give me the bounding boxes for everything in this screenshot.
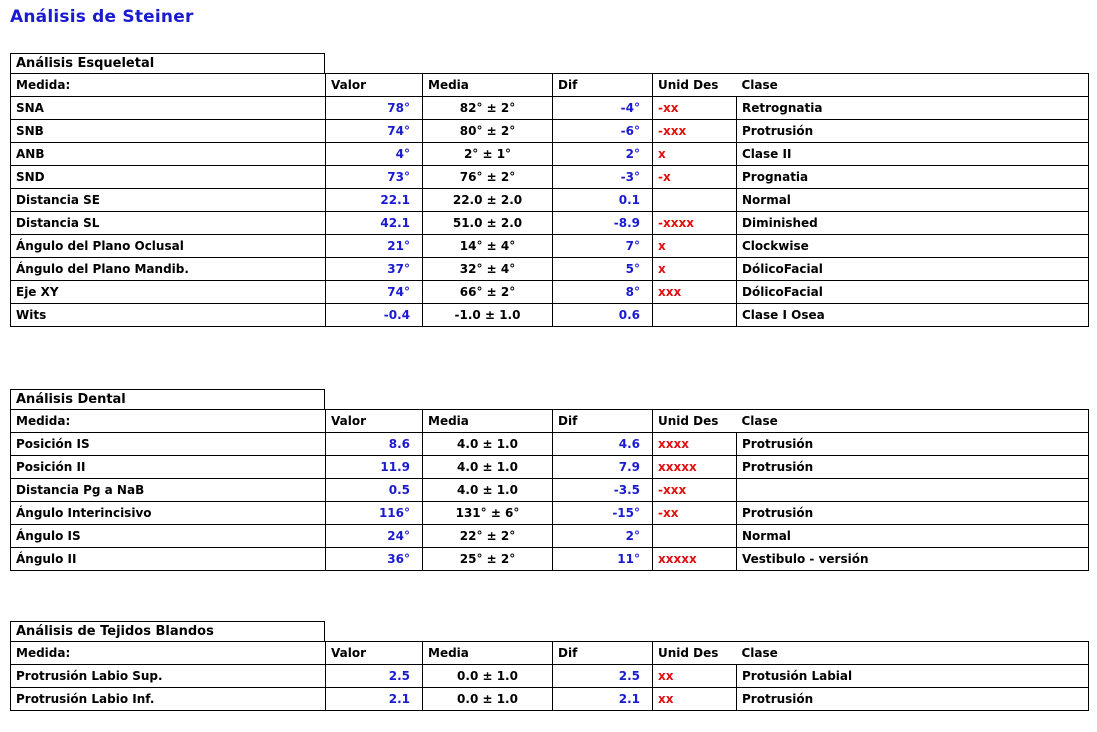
cell-media: 51.0 ± 2.0 [423, 212, 553, 235]
cell-medida: SND [11, 166, 326, 189]
cell-medida: Distancia SE [11, 189, 326, 212]
section-title: Análisis Esqueletal [10, 53, 325, 73]
measurements-table [10, 73, 1089, 327]
header-media: Media [423, 642, 553, 665]
cell-medida: Ángulo II [11, 548, 326, 571]
cell-media: 4.0 ± 1.0 [423, 433, 553, 456]
cell-medida: ANB [11, 143, 326, 166]
cell-valor: 22.1 [326, 189, 423, 212]
header-unid-des: Unid Des [653, 642, 737, 665]
cell-clase [737, 479, 1089, 502]
table-row [11, 688, 1089, 711]
cell-medida: Wits [11, 304, 326, 327]
cell-valor: 74° [326, 281, 423, 304]
cell-media: 80° ± 2° [423, 120, 553, 143]
cell-clase: Diminished [737, 212, 1089, 235]
cell-unid-des: -xx [653, 97, 737, 120]
cell-dif: 7.9 [553, 456, 653, 479]
cell-dif: 2.1 [553, 688, 653, 711]
cell-dif: -3.5 [553, 479, 653, 502]
page-title: Análisis de Steiner [10, 7, 194, 27]
header-row [11, 74, 1089, 97]
header-valor: Valor [326, 410, 423, 433]
cell-media: 4.0 ± 1.0 [423, 479, 553, 502]
cell-media: 32° ± 4° [423, 258, 553, 281]
cell-dif: 2° [553, 143, 653, 166]
cell-unid-des: xx [653, 665, 737, 688]
header-clase: Clase [737, 74, 1089, 97]
cell-media: 82° ± 2° [423, 97, 553, 120]
cell-medida: Protrusión Labio Sup. [11, 665, 326, 688]
cell-dif: -6° [553, 120, 653, 143]
header-clase: Clase [737, 642, 1089, 665]
table-row [11, 212, 1089, 235]
cell-valor: 37° [326, 258, 423, 281]
cell-medida: SNA [11, 97, 326, 120]
cell-dif: 4.6 [553, 433, 653, 456]
cell-dif: -4° [553, 97, 653, 120]
cell-medida: Ángulo IS [11, 525, 326, 548]
cell-media: 76° ± 2° [423, 166, 553, 189]
cell-unid-des: xxxx [653, 433, 737, 456]
measurements-table [10, 409, 1089, 571]
cell-valor: 78° [326, 97, 423, 120]
cell-valor: 73° [326, 166, 423, 189]
cell-clase: DólicoFacial [737, 258, 1089, 281]
cell-clase: Protrusión [737, 120, 1089, 143]
header-dif: Dif [553, 410, 653, 433]
header-clase: Clase [737, 410, 1089, 433]
cell-medida: SNB [11, 120, 326, 143]
header-row [11, 410, 1089, 433]
cell-media: -1.0 ± 1.0 [423, 304, 553, 327]
cell-clase: Vestibulo - versión [737, 548, 1089, 571]
cell-medida: Ángulo Interincisivo [11, 502, 326, 525]
cell-clase: Prognatia [737, 166, 1089, 189]
cell-media: 25° ± 2° [423, 548, 553, 571]
cell-dif: 5° [553, 258, 653, 281]
table-row [11, 235, 1089, 258]
table-row [11, 120, 1089, 143]
cell-media: 2° ± 1° [423, 143, 553, 166]
table-row [11, 548, 1089, 571]
table-row [11, 258, 1089, 281]
cell-valor: 74° [326, 120, 423, 143]
table-row [11, 456, 1089, 479]
header-dif: Dif [553, 74, 653, 97]
header-unid-des: Unid Des [653, 410, 737, 433]
cell-medida: Posición II [11, 456, 326, 479]
cell-valor: 2.1 [326, 688, 423, 711]
header-media: Media [423, 74, 553, 97]
cell-unid-des: -xxx [653, 120, 737, 143]
cell-media: 66° ± 2° [423, 281, 553, 304]
header-medida: Medida: [11, 410, 326, 433]
cell-medida: Ángulo del Plano Oclusal [11, 235, 326, 258]
table-row [11, 433, 1089, 456]
section-esqueletal [10, 53, 1089, 327]
cell-unid-des: xxxxx [653, 456, 737, 479]
cell-unid-des: x [653, 235, 737, 258]
section-title: Análisis de Tejidos Blandos [10, 621, 325, 641]
cell-clase: Normal [737, 189, 1089, 212]
cell-valor: 36° [326, 548, 423, 571]
cell-unid-des: xx [653, 688, 737, 711]
cell-valor: 24° [326, 525, 423, 548]
cell-valor: 4° [326, 143, 423, 166]
cell-clase: Protrusión [737, 688, 1089, 711]
cell-media: 22° ± 2° [423, 525, 553, 548]
cell-valor: 2.5 [326, 665, 423, 688]
cell-media: 4.0 ± 1.0 [423, 456, 553, 479]
section-title: Análisis Dental [10, 389, 325, 409]
cell-clase: Protusión Labial [737, 665, 1089, 688]
cell-clase: DólicoFacial [737, 281, 1089, 304]
cell-dif: -8.9 [553, 212, 653, 235]
cell-valor: -0.4 [326, 304, 423, 327]
cell-valor: 11.9 [326, 456, 423, 479]
cell-unid-des: -x [653, 166, 737, 189]
cell-unid-des: -xxxx [653, 212, 737, 235]
cell-dif: 8° [553, 281, 653, 304]
cell-unid-des [653, 189, 737, 212]
cell-medida: Distancia Pg a NaB [11, 479, 326, 502]
cell-media: 0.0 ± 1.0 [423, 665, 553, 688]
cell-medida: Protrusión Labio Inf. [11, 688, 326, 711]
cell-valor: 8.6 [326, 433, 423, 456]
cell-valor: 0.5 [326, 479, 423, 502]
cell-media: 131° ± 6° [423, 502, 553, 525]
cell-unid-des [653, 304, 737, 327]
header-unid-des: Unid Des [653, 74, 737, 97]
cell-unid-des: xxx [653, 281, 737, 304]
cell-clase: Clase II [737, 143, 1089, 166]
cell-medida: Ángulo del Plano Mandib. [11, 258, 326, 281]
cell-media: 22.0 ± 2.0 [423, 189, 553, 212]
header-medida: Medida: [11, 74, 326, 97]
cell-clase: Clockwise [737, 235, 1089, 258]
cell-valor: 116° [326, 502, 423, 525]
cell-valor: 42.1 [326, 212, 423, 235]
cell-dif: -15° [553, 502, 653, 525]
section-dental [10, 389, 1089, 571]
cell-unid-des: xxxxx [653, 548, 737, 571]
cell-unid-des: -xx [653, 502, 737, 525]
cell-dif: 0.1 [553, 189, 653, 212]
cell-unid-des [653, 525, 737, 548]
header-medida: Medida: [11, 642, 326, 665]
header-dif: Dif [553, 642, 653, 665]
cell-dif: 2.5 [553, 665, 653, 688]
table-row [11, 304, 1089, 327]
table-row [11, 189, 1089, 212]
cell-unid-des: x [653, 143, 737, 166]
cell-unid-des: -xxx [653, 479, 737, 502]
header-row [11, 642, 1089, 665]
cell-dif: 7° [553, 235, 653, 258]
table-row [11, 479, 1089, 502]
header-valor: Valor [326, 74, 423, 97]
table-row [11, 143, 1089, 166]
table-row [11, 97, 1089, 120]
section-tejidos-blandos [10, 621, 1089, 711]
cell-media: 14° ± 4° [423, 235, 553, 258]
cell-clase: Protrusión [737, 433, 1089, 456]
cell-dif: 11° [553, 548, 653, 571]
table-row [11, 281, 1089, 304]
table-row [11, 502, 1089, 525]
table-row [11, 525, 1089, 548]
cell-medida: Posición IS [11, 433, 326, 456]
cell-clase: Clase I Osea [737, 304, 1089, 327]
cell-clase: Protrusión [737, 456, 1089, 479]
table-row [11, 166, 1089, 189]
cell-unid-des: x [653, 258, 737, 281]
cell-medida: Distancia SL [11, 212, 326, 235]
cell-clase: Normal [737, 525, 1089, 548]
table-row [11, 665, 1089, 688]
header-valor: Valor [326, 642, 423, 665]
cell-media: 0.0 ± 1.0 [423, 688, 553, 711]
cell-clase: Protrusión [737, 502, 1089, 525]
measurements-table [10, 641, 1089, 711]
cell-valor: 21° [326, 235, 423, 258]
cell-medida: Eje XY [11, 281, 326, 304]
cell-dif: -3° [553, 166, 653, 189]
cell-clase: Retrognatia [737, 97, 1089, 120]
header-media: Media [423, 410, 553, 433]
cell-dif: 2° [553, 525, 653, 548]
cell-dif: 0.6 [553, 304, 653, 327]
